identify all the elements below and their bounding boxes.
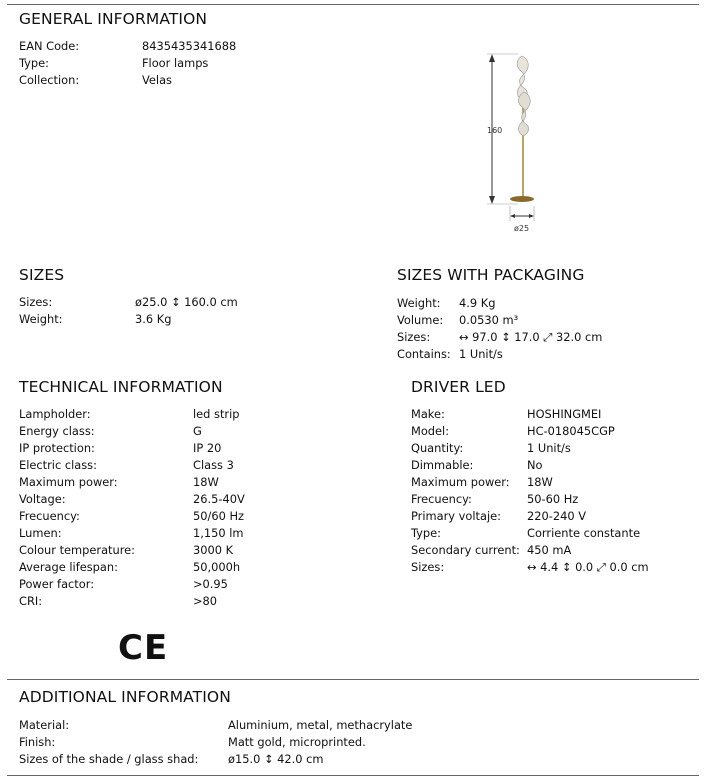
section-divider — [7, 679, 699, 680]
general-information-list — [19, 38, 359, 89]
row-value: 1,150 lm — [193, 526, 244, 540]
row-value: 0.0530 m³ — [459, 313, 519, 327]
row-label: Electric class: — [19, 458, 97, 472]
driver-led-list — [411, 406, 701, 576]
general-information-heading: GENERAL INFORMATION — [19, 10, 208, 28]
row-label: Finish: — [19, 735, 56, 749]
row-label: Lumen: — [19, 526, 62, 540]
list-item — [397, 346, 697, 363]
row-value: Velas — [142, 73, 172, 87]
list-item — [411, 542, 701, 559]
row-label: Material: — [19, 718, 70, 732]
row-value: 1 Unit/s — [459, 347, 503, 361]
row-value: 50-60 Hz — [527, 492, 579, 506]
driver-led-heading: DRIVER LED — [411, 378, 506, 396]
row-value: led strip — [193, 407, 240, 421]
list-item — [411, 423, 701, 440]
row-value: ø15.0 ↕ 42.0 cm — [228, 752, 324, 766]
lamp-dimension-diagram — [478, 48, 548, 238]
row-value: 450 mA — [527, 543, 572, 557]
row-label: Secondary current: — [411, 543, 520, 557]
row-label: Sizes of the shade / glass shad: — [19, 752, 199, 766]
height-dimension-label: 160 — [487, 126, 503, 135]
list-item — [397, 295, 697, 312]
sizes-heading: SIZES — [19, 266, 65, 284]
list-item — [19, 72, 359, 89]
row-value: 3.6 Kg — [135, 312, 172, 326]
row-value: 220-240 V — [527, 509, 587, 523]
row-value: 18W — [527, 475, 553, 489]
list-item — [19, 751, 699, 768]
row-value: >0.95 — [193, 577, 228, 591]
list-item — [411, 457, 701, 474]
list-item — [19, 440, 359, 457]
packaging-heading: SIZES WITH PACKAGING — [397, 266, 585, 284]
row-label: Contains: — [397, 347, 451, 361]
list-item — [19, 423, 359, 440]
row-value: 26.5-40V — [193, 492, 245, 506]
row-label: Dimmable: — [411, 458, 474, 472]
row-label: Lampholder: — [19, 407, 91, 421]
list-item — [19, 717, 699, 734]
list-item — [411, 559, 701, 576]
row-value: HOSHINGMEI — [527, 407, 602, 421]
list-item — [19, 491, 359, 508]
row-value: 8435435341688 — [142, 39, 237, 53]
row-value: HC-018045CGP — [527, 424, 615, 438]
list-item — [397, 312, 697, 329]
list-item — [19, 55, 359, 72]
row-value: >80 — [193, 594, 218, 608]
row-label: CRI: — [19, 594, 43, 608]
row-label: Make: — [411, 407, 445, 421]
row-label: Frecuency: — [19, 509, 80, 523]
row-label: Maximum power: — [411, 475, 510, 489]
row-value: Floor lamps — [142, 56, 209, 70]
row-value: ø25.0 ↕ 160.0 cm — [135, 295, 238, 309]
row-label: Average lifespan: — [19, 560, 118, 574]
list-item — [19, 734, 699, 751]
list-item — [19, 406, 359, 423]
diameter-dimension-label: ø25 — [514, 224, 530, 233]
row-label: IP protection: — [19, 441, 95, 455]
row-value: 50,000h — [193, 560, 241, 574]
row-label: Power factor: — [19, 577, 95, 591]
row-label: Frecuency: — [411, 492, 472, 506]
row-label: Type: — [411, 526, 441, 540]
list-item — [411, 406, 701, 423]
row-value: ↔ 4.4 ↕ 0.0 ⤢ 0.0 cm — [527, 560, 649, 574]
list-item — [19, 38, 359, 55]
list-item — [397, 329, 697, 346]
additional-information-list — [19, 717, 699, 768]
row-label: Maximum power: — [19, 475, 118, 489]
row-value: ↔ 97.0 ↕ 17.0 ⤢ 32.0 cm — [459, 330, 603, 344]
row-label: Weight: — [397, 296, 441, 310]
list-item — [19, 559, 359, 576]
row-value: Corriente constante — [527, 526, 641, 540]
row-label: Colour temperature: — [19, 543, 136, 557]
packaging-list — [397, 295, 697, 363]
list-item — [19, 457, 359, 474]
technical-information-list — [19, 406, 359, 610]
row-label: Sizes: — [411, 560, 445, 574]
row-label: EAN Code: — [19, 39, 80, 53]
list-item — [411, 525, 701, 542]
row-value: 18W — [193, 475, 219, 489]
list-item — [411, 508, 701, 525]
top-rule — [7, 4, 699, 5]
bottom-rule — [7, 775, 699, 776]
row-label: Primary voltaje: — [411, 509, 501, 523]
row-value: 1 Unit/s — [527, 441, 571, 455]
technical-information-heading: TECHNICAL INFORMATION — [19, 378, 223, 396]
row-value: G — [193, 424, 202, 438]
list-item — [19, 576, 359, 593]
row-label: Voltage: — [19, 492, 66, 506]
row-label: Energy class: — [19, 424, 95, 438]
row-label: Sizes: — [397, 330, 431, 344]
list-item — [411, 491, 701, 508]
row-value: IP 20 — [193, 441, 222, 455]
row-value: 4.9 Kg — [459, 296, 496, 310]
list-item — [411, 440, 701, 457]
list-item — [19, 294, 359, 311]
row-label: Sizes: — [19, 295, 53, 309]
row-label: Model: — [411, 424, 450, 438]
row-value: Class 3 — [193, 458, 234, 472]
row-value: 50/60 Hz — [193, 509, 244, 523]
list-item — [19, 508, 359, 525]
ce-mark-icon: CE — [118, 628, 169, 668]
sizes-list — [19, 294, 359, 328]
list-item — [19, 542, 359, 559]
additional-information-heading: ADDITIONAL INFORMATION — [19, 688, 231, 706]
row-value: Matt gold, microprinted. — [228, 735, 366, 749]
row-label: Weight: — [19, 312, 63, 326]
row-value: 3000 K — [193, 543, 234, 557]
list-item — [19, 593, 359, 610]
list-item — [19, 311, 359, 328]
row-label: Collection: — [19, 73, 80, 87]
row-label: Volume: — [397, 313, 444, 327]
row-label: Type: — [19, 56, 49, 70]
row-value: No — [527, 458, 543, 472]
list-item — [19, 525, 359, 542]
list-item — [19, 474, 359, 491]
list-item — [411, 474, 701, 491]
row-label: Quantity: — [411, 441, 464, 455]
row-value: Aluminium, metal, methacrylate — [228, 718, 413, 732]
